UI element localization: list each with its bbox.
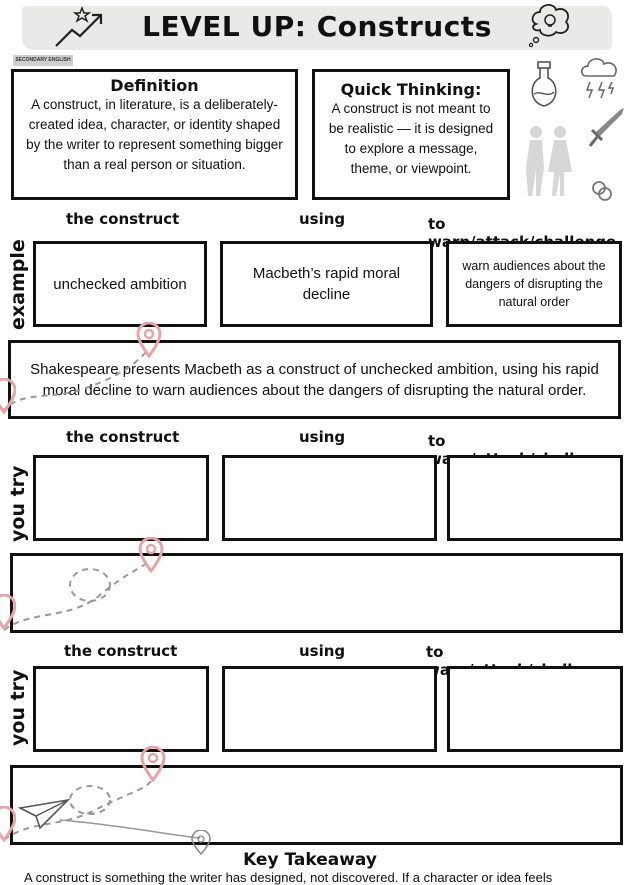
you-try-construct-input[interactable] (33, 455, 209, 541)
potion-bottle-icon (526, 58, 562, 110)
example-construct-cell: unchecked ambition (33, 241, 207, 327)
key-takeaway-text: A construct is something the writer has designed, not discovered. If a character or idea feels (24, 870, 553, 885)
definition-box (11, 69, 298, 200)
column-heading-warn: to (428, 432, 446, 450)
sword-icon (586, 106, 626, 150)
quick-thinking-box (312, 69, 510, 200)
example-side-label: example (7, 239, 29, 330)
lightbulb-idea-icon (526, 2, 576, 48)
you-try-construct-input[interactable] (33, 666, 209, 752)
location-pin-icon (138, 537, 164, 573)
you-try-side-label: you try (7, 669, 29, 746)
example-sentence-box: Shakespeare presents Macbeth as a construct of unchecked ambition, using his rapid moral decline to warn audiences about the dangers of disrupting the natural order. (8, 340, 621, 419)
key-takeaway-heading: Key Takeaway (243, 850, 377, 870)
paper-plane-icon (18, 796, 70, 832)
example-warn-cell: warn audiences about the dangers of disrupting the natural order (446, 241, 622, 327)
quick-thinking-text: A construct is not meant to be realistic — it is designed to explore a message, theme, or viewpoint. (328, 101, 494, 176)
column-heading-construct: the construct (66, 210, 180, 228)
you-try-side-label: you try (7, 465, 29, 542)
growth-arrow-icon (52, 6, 110, 50)
location-pin-icon (136, 322, 162, 358)
couple-silhouette-icon (516, 122, 582, 198)
location-pin-icon (0, 378, 16, 414)
column-heading-construct: the construct (64, 642, 178, 660)
quick-thinking-heading: Quick Thinking: (340, 80, 482, 99)
column-heading-warn: to (426, 643, 444, 661)
column-heading-construct: the construct (66, 428, 180, 446)
column-heading-warn: to (428, 215, 446, 233)
you-try-using-input[interactable] (222, 666, 437, 752)
location-pin-icon (0, 806, 16, 842)
brand-logo: SECONDARY ENGLISH (13, 55, 73, 66)
column-heading-using: using (299, 642, 346, 660)
column-heading-using: using (299, 210, 346, 228)
example-using-cell: Macbeth’s rapid moral decline (220, 241, 433, 327)
rings-icon (590, 176, 614, 206)
storm-cloud-icon (578, 54, 622, 102)
location-pin-icon (140, 746, 166, 782)
column-heading-using: using (299, 428, 346, 446)
you-try-using-input[interactable] (222, 455, 437, 541)
you-try-warn-input[interactable] (447, 455, 623, 541)
location-pin-icon (0, 594, 16, 630)
page-title: LEVEL UP: Constructs (142, 10, 492, 43)
definition-heading: Definition (110, 76, 199, 95)
definition-text: A construct, in literature, is a deliberately-created idea, character, or identity shaped by the writer to represent something bigger than a real person or situation. (26, 97, 283, 172)
you-try-warn-input[interactable] (447, 666, 623, 752)
